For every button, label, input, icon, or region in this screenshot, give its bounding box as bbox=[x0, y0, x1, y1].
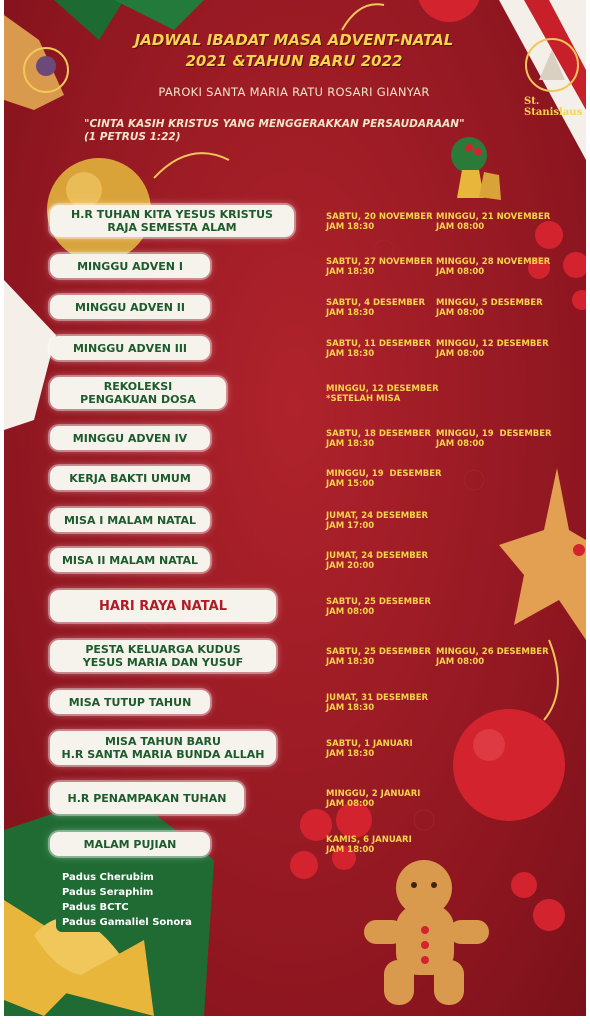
event-schedule: MINGGU, 19 DESEMBER JAM 15:00 bbox=[326, 469, 442, 489]
event-label-line: MINGGU ADVEN IV bbox=[72, 431, 188, 445]
event-label bbox=[50, 731, 276, 765]
event-schedule: MINGGU, 12 DESEMBER JAM 08:00 bbox=[436, 339, 549, 359]
event-label-line: H.R TUHAN KITA YESUS KRISTUS bbox=[71, 208, 273, 221]
event-schedule: MINGGU, 2 JANUARI JAM 08:00 bbox=[326, 789, 421, 809]
parish-name: PAROKI SANTA MARIA RATU ROSARI GIANYAR bbox=[158, 85, 430, 99]
event-label bbox=[50, 548, 210, 572]
event-schedule: MINGGU, 5 DESEMBER JAM 08:00 bbox=[436, 298, 543, 318]
event-label-line: RAJA SEMESTA ALAM bbox=[107, 221, 237, 234]
poster-title-line-1: JADWAL IBADAT MASA ADVENT-NATAL bbox=[134, 31, 454, 49]
event-label-line: MINGGU ADVEN III bbox=[72, 341, 188, 355]
event-label bbox=[50, 336, 210, 360]
event-label bbox=[50, 254, 210, 278]
event-label-line: PENGAKUAN DOSA bbox=[80, 393, 196, 406]
event-label-line: MINGGU ADVEN II bbox=[75, 300, 185, 314]
event-label bbox=[50, 377, 226, 409]
stanislaus-logo-label: St. Stanislaus bbox=[524, 96, 583, 118]
event-label bbox=[50, 782, 244, 814]
event-label-line: H.R PENAMPAKAN TUHAN bbox=[67, 791, 227, 805]
event-label bbox=[50, 205, 294, 237]
event-label-line: REKOLEKSI bbox=[103, 380, 173, 393]
event-schedule: SABTU, 4 DESEMBER JAM 18:30 bbox=[326, 298, 426, 318]
event-label-line: MISA I MALAM NATAL bbox=[63, 513, 197, 527]
event-label bbox=[50, 466, 210, 490]
event-schedule: SABTU, 1 JANUARI JAM 18:30 bbox=[326, 739, 413, 759]
event-label-line: PESTA KELUARGA KUDUS bbox=[85, 643, 241, 656]
event-label bbox=[50, 640, 276, 672]
event-schedule: SABTU, 11 DESEMBER JAM 18:30 bbox=[326, 339, 431, 359]
motto bbox=[84, 118, 465, 144]
event-label-line: YESUS MARIA DAN YUSUF bbox=[82, 656, 244, 669]
event-schedule: JUMAT, 31 DESEMBER JAM 18:30 bbox=[326, 693, 429, 713]
event-label-line: KERJA BAKTI UMUM bbox=[69, 471, 191, 485]
event-schedule: SABTU, 25 DESEMBER JAM 18:30 bbox=[326, 647, 431, 667]
event-schedule: MINGGU, 26 DESEMBER JAM 08:00 bbox=[436, 647, 549, 667]
choir-list bbox=[56, 864, 206, 932]
poster-title-line-2: 2021 &TAHUN BARU 2022 bbox=[185, 52, 403, 70]
event-label-line: MISA TAHUN BARU bbox=[105, 735, 221, 748]
event-schedule: MINGGU, 12 DESEMBER *SETELAH MISA bbox=[326, 384, 439, 404]
choir-item: Padus Gamaliel Sonora bbox=[62, 917, 192, 928]
choir-item: Padus Seraphim bbox=[62, 887, 154, 898]
choir-item: Padus BCTC bbox=[62, 902, 129, 913]
event-schedule: JUMAT, 24 DESEMBER JAM 17:00 bbox=[326, 511, 429, 531]
event-label bbox=[50, 295, 210, 319]
event-schedule: MINGGU, 21 NOVEMBER JAM 08:00 bbox=[436, 212, 551, 232]
event-schedule: SABTU, 27 NOVEMBER JAM 18:30 bbox=[326, 257, 433, 277]
event-schedule: MINGGU, 28 NOVEMBER JAM 08:00 bbox=[436, 257, 551, 277]
event-label-line: MISA TUTUP TAHUN bbox=[68, 695, 192, 709]
event-schedule: JUMAT, 24 DESEMBER JAM 20:00 bbox=[326, 551, 429, 571]
event-schedule: KAMIS, 6 JANUARI JAM 18:00 bbox=[326, 835, 412, 855]
event-label-line: MINGGU ADVEN I bbox=[77, 259, 183, 273]
event-label bbox=[50, 690, 210, 714]
event-schedule: SABTU, 18 DESEMBER JAM 18:30 bbox=[326, 429, 431, 449]
motto-quote: "CINTA KASIH KRISTUS YANG MENGGERAKKAN PERSAUDARAAN" bbox=[84, 118, 465, 130]
event-label bbox=[50, 508, 210, 532]
choir-item: Padus Cherubim bbox=[62, 872, 154, 883]
event-label bbox=[50, 426, 210, 450]
event-label-line: MISA II MALAM NATAL bbox=[61, 553, 199, 567]
motto-reference: (1 PETRUS 1:22) bbox=[84, 131, 181, 143]
event-schedule: MINGGU, 19 DESEMBER JAM 08:00 bbox=[436, 429, 552, 449]
event-label bbox=[50, 832, 210, 856]
poster bbox=[4, 0, 586, 1016]
event-schedule: SABTU, 25 DESEMBER JAM 08:00 bbox=[326, 597, 431, 617]
event-label bbox=[50, 590, 276, 622]
event-label-line: HARI RAYA NATAL bbox=[98, 598, 228, 614]
event-label-line: MALAM PUJIAN bbox=[83, 837, 177, 851]
event-schedule: SABTU, 20 NOVEMBER JAM 18:30 bbox=[326, 212, 433, 232]
event-label-line: H.R SANTA MARIA BUNDA ALLAH bbox=[61, 748, 265, 761]
